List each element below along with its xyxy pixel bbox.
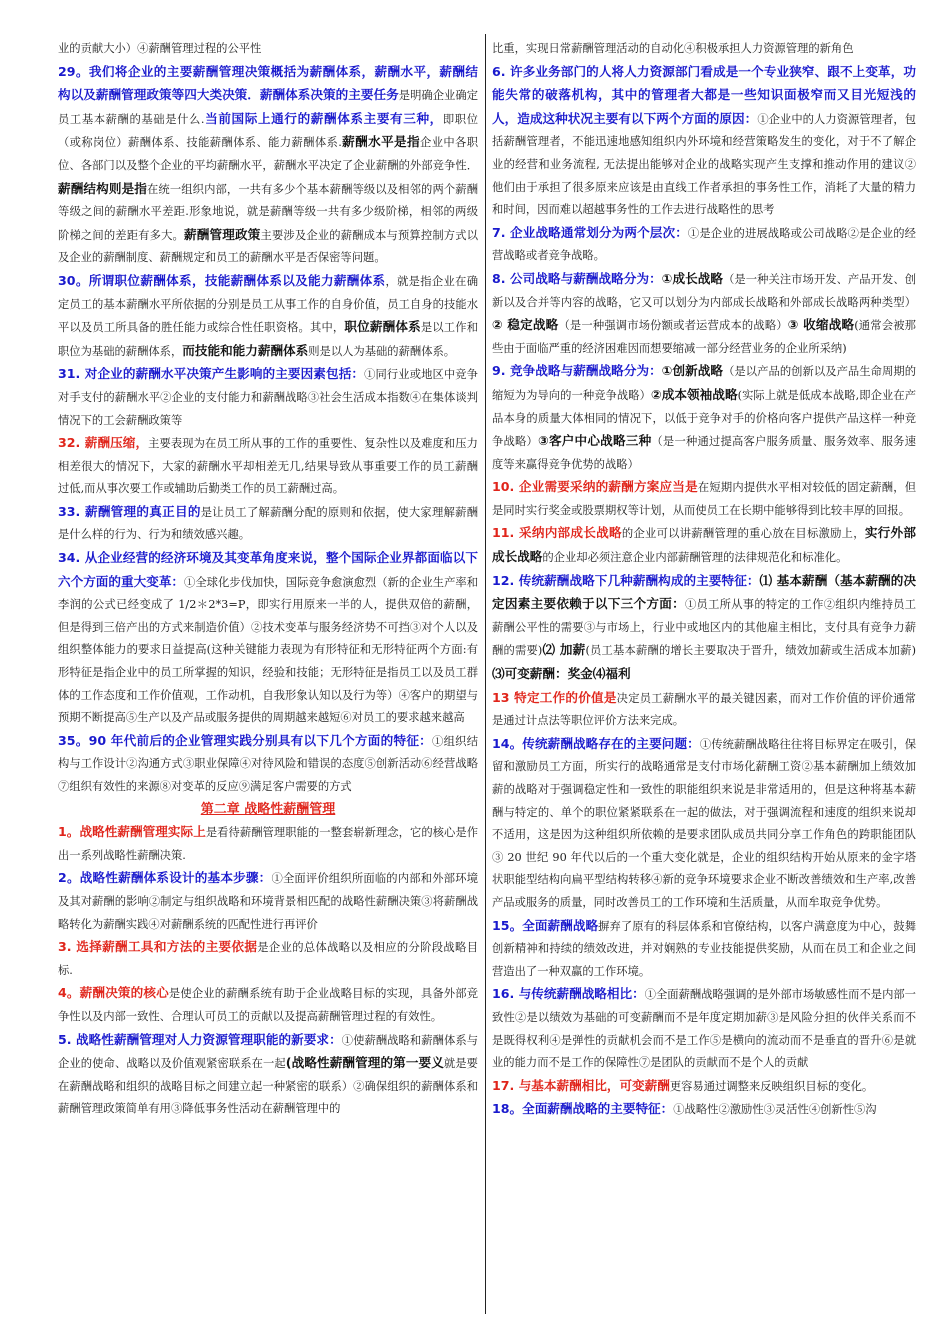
emphasis-text: 35。90 年代前后的企业管理实践分别具有以下几个方面的特征： xyxy=(58,732,433,748)
chapter-title: 第二章 战略性薪酬管理 xyxy=(200,801,336,817)
emphasis-text: 9. 竞争战略与薪酬战略分为： xyxy=(492,363,662,379)
emphasis-text: ⑶可变薪酬：奖金⑷福利 xyxy=(492,666,631,682)
body-text: ①企业中的人力资源管理者，包括薪酬管理者，不能迅速地感知组织内外环境和经营策略发生的变化，对于不了解企业的经营和业务流程, 无法提出能够对企业的战略实现产生支撑和推动作用的建议②他们由于承担了很多原来应该是由直线工作者承担的事务性工作，消耗了大量的精力和时间，因而难以超越事务性的工作去进行战略性的思考 xyxy=(492,112,916,217)
emphasis-text: 10. 企业需要采纳的薪酬方案应当是 xyxy=(492,479,698,495)
paragraph xyxy=(492,61,916,222)
emphasis-text: ①创新战略 xyxy=(661,363,724,379)
emphasis-text: 15。全面薪酬战略 xyxy=(492,917,599,933)
body-text: 在短期内提供水平相对较低的固定薪酬，但是同时实行奖金或股票期权等计划，从而使员工在长期中能够得到比较丰厚的回报。 xyxy=(492,481,916,517)
body-text: (实际上就是低成本战略,即企业在产品本身的质量大体相同的情况下，以低于竞争对手的价格向客户提供产品这样一种竞争战略） xyxy=(492,388,916,449)
chapter-heading xyxy=(58,799,478,822)
emphasis-text: 32. 薪酬压缩， xyxy=(58,435,149,451)
emphasis-text: 8. 公司战略与薪酬战略分为： xyxy=(492,270,662,286)
body-text: （是一种关注市场开发、产品开发、创新以及合并等内容的战略，它又可以划分为内部成长战略和外部成长战略两种类型） xyxy=(492,272,916,309)
emphasis-text: 薪酬结构则是指 xyxy=(58,180,147,196)
paragraph xyxy=(492,268,916,360)
body-text: 的企业可以讲薪酬管理的重心放在目标激励上， xyxy=(621,527,865,541)
body-text: (员工基本薪酬的增长主要取决于晋升，绩效加薪或生活成本加薪) xyxy=(585,644,916,658)
emphasis-text: ⑴ 基本薪酬（基本薪酬的决定因素主要依赖于以下三个方面： xyxy=(492,572,916,612)
emphasis-text: 11. 采纳内部成长战略 xyxy=(492,525,622,541)
body-text: 是以工作和职位为基础的薪酬体系， xyxy=(58,321,478,358)
paragraph xyxy=(492,38,916,61)
emphasis-text: ③客户中心战略三种 xyxy=(538,433,652,449)
emphasis-text: 实行外部成长战略 xyxy=(492,525,916,565)
emphasis-text: 17. 与基本薪酬相比，可变薪酬 xyxy=(492,1077,670,1093)
emphasis-text: ②成本领袖战略 xyxy=(650,386,738,402)
body-text: （是以产品的创新以及产品生命周期的缩短为为导向的一种竞争战略） xyxy=(492,365,916,402)
emphasis-text: 薪酬水平是指 xyxy=(341,134,421,150)
body-text: ①同行业或地区中竞争对手支付的薪酬水平②企业的支付能力和薪酬战略③社会生活成本指数④在集体谈判情况下的工会薪酬政策等 xyxy=(58,368,478,427)
emphasis-text: ①成长战略 xyxy=(661,270,724,286)
body-text: 更容易通过调整来反映组织目标的变化。 xyxy=(669,1079,874,1093)
paragraph xyxy=(58,982,478,1028)
paragraph xyxy=(58,363,478,432)
body-text: 在统一组织内部，一共有多少个基本薪酬等级以及相邻的两个薪酬等级之间的薪酬水平差距.形象地说，就是薪酬等级一共有多少级阶梯，相邻的两级阶梯之间的差距有多大。 xyxy=(58,182,478,242)
paragraph xyxy=(58,38,478,61)
body-text: （是一种通过提高客户服务质量、服务效率、服务速度等来赢得竞争优势的战略） xyxy=(492,435,916,471)
body-text: ①战略性②激励性③灵活性④创新性⑤沟 xyxy=(673,1103,877,1117)
paragraph xyxy=(492,1075,916,1099)
emphasis-text: 31. 对企业的薪酬水平决策产生影响的主要因素包括： xyxy=(58,366,365,382)
body-text: (通常会被那些由于面临严重的经济困难因而想要缩减一部分经营业务的企业所采纳) xyxy=(492,319,916,355)
emphasis-text: 职位薪酬体系 xyxy=(344,319,421,335)
paragraph xyxy=(58,61,478,270)
paragraph xyxy=(58,867,478,936)
column-divider xyxy=(485,34,486,1314)
paragraph xyxy=(492,222,916,268)
paragraph xyxy=(58,547,478,730)
body-text: ①全面薪酬战略强调的是外部市场敏感性而不是内部一致性②是以绩效为基础的可变薪酬而不是年度定期加薪③是风险分担的伙伴关系而不是既得权利④是弹性的贡献机会而不是工作⑤是横向的流动而不是垂直的晋升⑥是就业的能力而不是工作的保障性⑦是团队的贡献而不是个人的贡献 xyxy=(492,988,916,1070)
emphasis-text: 当前国际上通行的薪酬体系主要有三种， xyxy=(204,110,443,126)
body-text: 就是要在薪酬战略和组织的战略目标之间建立起一种紧密的联系）②确保组织的薪酬体系和薪酬管理政策简单有用③降低事务性活动在薪酬管理中的 xyxy=(58,1057,478,1116)
paragraph xyxy=(492,687,916,733)
paragraph xyxy=(58,1029,478,1121)
emphasis-text: 薪酬管理政策 xyxy=(184,226,261,242)
emphasis-text: 4。薪酬决策的核心 xyxy=(58,985,169,1001)
body-text: 摒弃了原有的科层体系和官僚结构，以客户满意度为中心，鼓舞创新精神和持续的绩效改进，并对娴熟的专业技能提供奖励，从而在员工和企业之间营造出了一种双赢的工作环境。 xyxy=(492,919,916,978)
emphasis-text: 12. 传统薪酬战略下几种薪酬构成的主要特征： xyxy=(492,572,760,588)
emphasis-text: 34. 从企业经营的经济环境及其变革角度来说，整个国际企业界都面临以下六个方面的重大变革： xyxy=(58,550,478,589)
body-text: 则是以人为基础的薪酬体系。 xyxy=(308,344,456,358)
body-text: 是明确企业确定员工基本薪酬的基础是什么. xyxy=(58,89,478,126)
emphasis-text: 13 特定工作的价值是 xyxy=(492,689,617,705)
paragraph xyxy=(58,270,478,363)
emphasis-text: 16. 与传统薪酬战略相比： xyxy=(492,986,645,1002)
paragraph xyxy=(58,501,478,547)
emphasis-text: 7. 企业战略通常划分为两个层次： xyxy=(492,224,688,240)
right-column xyxy=(492,38,916,1122)
paragraph xyxy=(492,1098,916,1122)
emphasis-text: 14。传统薪酬战略存在的主要问题： xyxy=(492,735,700,751)
body-text: （是一种强调市场份额或者运营成本的战略） xyxy=(558,319,788,333)
body-text: 是看待薪酬管理职能的一整套崭新理念，它的核心是作出一系列战略性薪酬决策. xyxy=(58,826,478,862)
left-column xyxy=(58,38,478,1121)
emphasis-text: ③ 收缩战略 xyxy=(787,317,855,333)
body-text: 是让员工了解薪酬分配的原则和依据，使大家理解薪酬是什么样的行为、行为和绩效感兴趣。 xyxy=(58,505,478,542)
paragraph xyxy=(58,730,478,799)
body-text: ①传统薪酬战略往往将目标界定在吸引，保留和激励员工方面，所实行的战略通常是支付市场化薪酬工资②基本薪酬加上绩效加薪的战略对于强调稳定性和一致性的职能组织来说是非常适用的，但是这种将基本薪酬与特定的、单个的职位紧紧联系在一起的做法，对于强调流程和速度的组织来说却不适用，这是因为这种组织所依赖的是要求团队成员共同分享工作角色的跨职能团队③ 20 世纪 90 年代以后的一个重大变化就是，企业的组织结构开始从原来的金字塔状职能型结构向扁平型结构转移④新的竞争环境要求企业不断改善绩效和生产率,改善产品或服务的质量，同时改善员工的工作环境和生活质量，从而牟取竞争优势。 xyxy=(492,737,916,909)
emphasis-text: 18。全面薪酬战略的主要特征： xyxy=(492,1101,674,1117)
paragraph xyxy=(58,936,478,982)
paragraph xyxy=(492,733,916,915)
body-text: 企业中各职位、各部门以及整个企业的平均薪酬水平，薪酬水平决定了企业薪酬的外部竞争性． xyxy=(58,136,479,172)
emphasis-text: 30。所谓职位薪酬体系，技能薪酬体系以及能力薪酬体系 xyxy=(58,272,386,288)
body-text: 是使企业的薪酬系统有助于企业战略目标的实现，具备外部竞争性以及内部一致性、合理认可员工的贡献以及提高薪酬管理过程的有效性。 xyxy=(58,987,478,1023)
paragraph xyxy=(492,983,916,1074)
body-text: 即职位（或称岗位）薪酬体系、技能薪酬体系、能力薪酬体系. xyxy=(58,112,479,150)
paragraph xyxy=(492,570,916,687)
emphasis-text: 3. 选择薪酬工具和方法的主要依据 xyxy=(58,939,258,955)
emphasis-text: 29。我们将企业的主要薪酬管理决策概括为薪酬体系，薪酬水平，薪酬结构以及薪酬管理政策等四大类决策．薪酬体系决策的主要任务 xyxy=(58,63,478,103)
paragraph xyxy=(492,522,916,569)
emphasis-text: 5. 战略性薪酬管理对人力资源管理职能的新要求： xyxy=(58,1031,342,1047)
body-text: ①是企业的进展战略或公司战略②是企业的经营战略或者竞争战略。 xyxy=(492,226,916,263)
body-text: ①组织结构与工作设计②沟通方式③职业保障④对待风险和错误的态度⑤创新活动⑥经营战略⑦组织有效性的来源⑧对变革的反应⑨满足客户需要的方式 xyxy=(58,734,478,793)
emphasis-text: 33. 薪酬管理的真正目的 xyxy=(58,503,201,519)
emphasis-text: 1。战略性薪酬管理实际上 xyxy=(58,824,206,840)
body-text: 主要表现为在员工所从事的工作的重要性、复杂性以及难度和压力相差很大的情况下，大家的薪酬水平却相差无几,结果导致从事重要工作的员工薪酬过低,而从事次要工作或辅助后勤类工作的员工薪酬过高。 xyxy=(58,437,478,496)
emphasis-text: 6. 许多业务部门的人将人力资源部门看成是一个专业狭窄、跟不上变革，功能失常的破落机构，其中的管理者大都是一些知识面极窄而又目光短浅的人，造成这种状况主要有以下两个方面的原因： xyxy=(492,63,916,126)
body-text: 业的贡献大小）④薪酬管理过程的公平性 xyxy=(58,42,262,55)
emphasis-text: 而技能和能力薪酬体系 xyxy=(182,342,309,358)
paragraph xyxy=(58,432,478,501)
emphasis-text: ⑵ 加薪 xyxy=(542,642,586,658)
body-text: ①全球化步伐加快，国际竞争愈演愈烈（新的企业生产率和李润的公式已经变成了 1/2＊2*3=P，即实行用原来一半的人，提供双倍的薪酬，但是得到三倍产出的方式来制造价值）②技术变革与服务经济势不可挡③对个人以及组织整体能力的要求日益提高(这种关键能力表现为有形特征和无形特征两个方面:有形特征是指企业中的员工所掌握的知识，经验和技能；无形特征是指员工以及员工群体的工作态度和工作价值观，工作动机，自我形象认知以及行为等）④客户的期望与预期不断提高⑤生产以及产品或服务提供的周期越来越短⑥对员工的要求越来越高 xyxy=(58,575,478,725)
paragraph xyxy=(58,821,478,867)
body-text: ①全面评价组织所面临的内部和外部环境及其对薪酬的影响②制定与组织战略和环境背景相匹配的战略性薪酬决策③将薪酬战略转化为薪酬实践④对薪酬系统的匹配性进行再评价 xyxy=(58,872,478,931)
body-text: 决定员工薪酬水平的最关键因素，而对工作价值的评价通常是通过计点法等职位评价方法来完成。 xyxy=(492,691,916,728)
body-text: 是企业的总体战略以及相应的分阶段战略目标. xyxy=(58,941,478,977)
body-text: 比重，实现日常薪酬管理活动的自动化④积极承担人力资源管理的新角色 xyxy=(492,42,854,55)
paragraph xyxy=(492,476,916,522)
emphasis-text: 2。战略性薪酬体系设计的基本步骤： xyxy=(58,870,272,886)
emphasis-text: (战略性薪酬管理的第一要义 xyxy=(285,1055,444,1071)
body-text: 主要涉及企业的薪酬成本与预算控制方式以及企业的薪酬制度、薪酬规定和员工的薪酬水平是否保密等问题。 xyxy=(58,228,478,265)
body-text: 的企业却必须注意企业内部薪酬管理的法律规范化和标准化。 xyxy=(542,551,848,565)
paragraph xyxy=(492,915,916,984)
body-text: ①员工所从事的特定的工作②组织内维持员工薪酬公平性的需要③与市场上，行业中或地区内的其他雇主相比，支付具有竞争力薪酬的需要) xyxy=(492,598,917,658)
body-text: ①使薪酬战略和薪酬体系与企业的使命、战略以及价值观紧密联系在一起 xyxy=(58,1033,478,1071)
paragraph xyxy=(492,360,916,476)
body-text: ，就是指企业在确定员工的基本薪酬水平所依据的分别是员工从事工作的自身价值，员工自身的技能水平以及员工所具备的胜任能力或综合性任职资格。其中， xyxy=(58,274,478,335)
emphasis-text: ② 稳定战略 xyxy=(492,317,559,333)
